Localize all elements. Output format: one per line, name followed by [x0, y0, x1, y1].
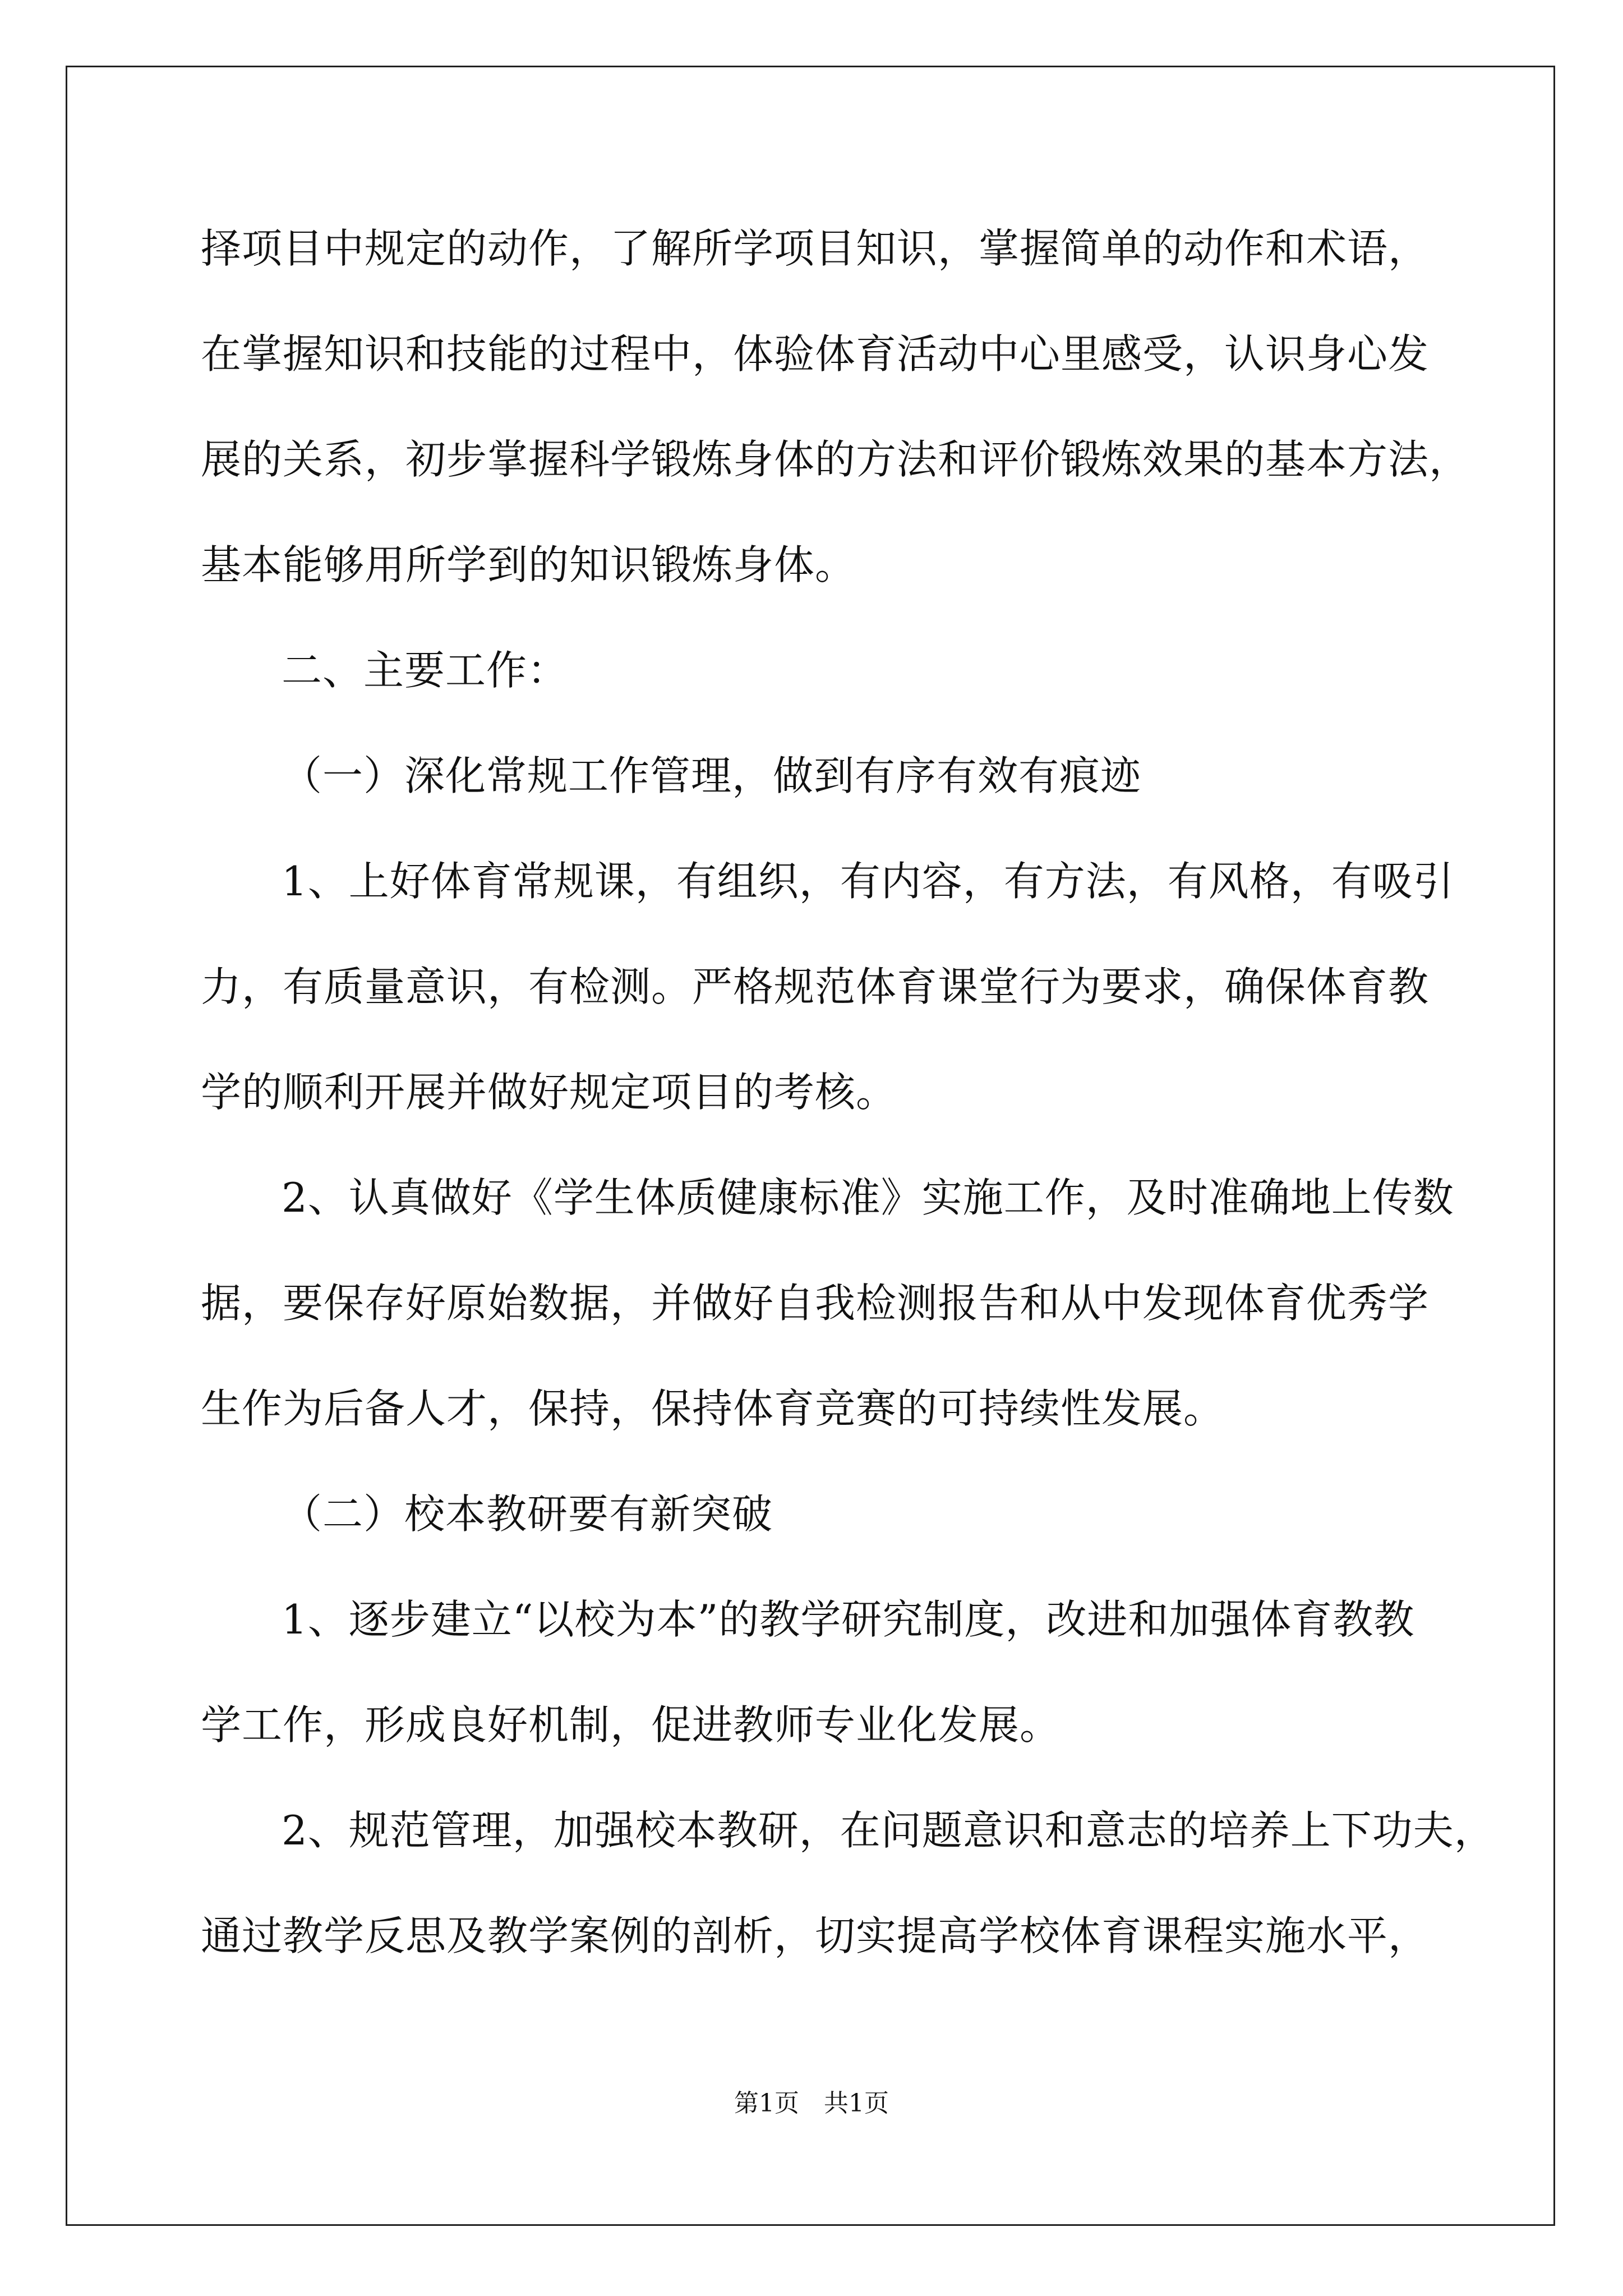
text-line: 学工作，形成良好机制，促进教师专业化发展。 [201, 1701, 1061, 1749]
text-line: 基本能够用所学到的知识锻炼身体。 [201, 541, 856, 588]
page-footer: 第1页 共1页 [734, 2089, 889, 2118]
text-line: 生作为后备人才，保持，保持体育竞赛的可持续性发展。 [201, 1385, 1225, 1432]
text-line: 学的顺利开展并做好规定项目的考核。 [201, 1069, 897, 1116]
text-line: 力，有质量意识，有检测。严格规范体育课堂行为要求，确保体育教 [201, 963, 1430, 1010]
subsection-heading: （二）校本教研要有新突破 [282, 1490, 773, 1538]
text-line: 通过教学反思及教学案例的剖析，切实提高学校体育课程实施水平， [201, 1912, 1430, 1959]
text-line: 2、规范管理，加强校本教研，在问题意识和意志的培养上下功夫， [282, 1807, 1495, 1854]
text-line: 1、上好体育常规课，有组织，有内容，有方法，有风格，有吸引 [282, 858, 1454, 905]
text-line: 在掌握知识和技能的过程中，体验体育活动中心里感受，认识身心发 [201, 330, 1430, 378]
text-line: 2、认真做好《学生体质健康标准》实施工作，及时准确地上传数 [282, 1174, 1454, 1221]
text-line: 据，要保存好原始数据，并做好自我检测报告和从中发现体育优秀学 [201, 1280, 1430, 1327]
page-border [66, 66, 1555, 2226]
text-line: 展的关系，初步掌握科学锻炼身体的方法和评价锻炼效果的基本方法， [201, 436, 1470, 483]
subsection-heading: （一）深化常规工作管理，做到有序有效有痕迹 [282, 752, 1142, 799]
section-heading: 二、主要工作： [282, 647, 569, 694]
text-line: 择项目中规定的动作，了解所学项目知识，掌握简单的动作和术语， [201, 225, 1430, 272]
text-line: 1、逐步建立“以校为本”的教学研究制度，改进和加强体育教教 [282, 1596, 1415, 1643]
